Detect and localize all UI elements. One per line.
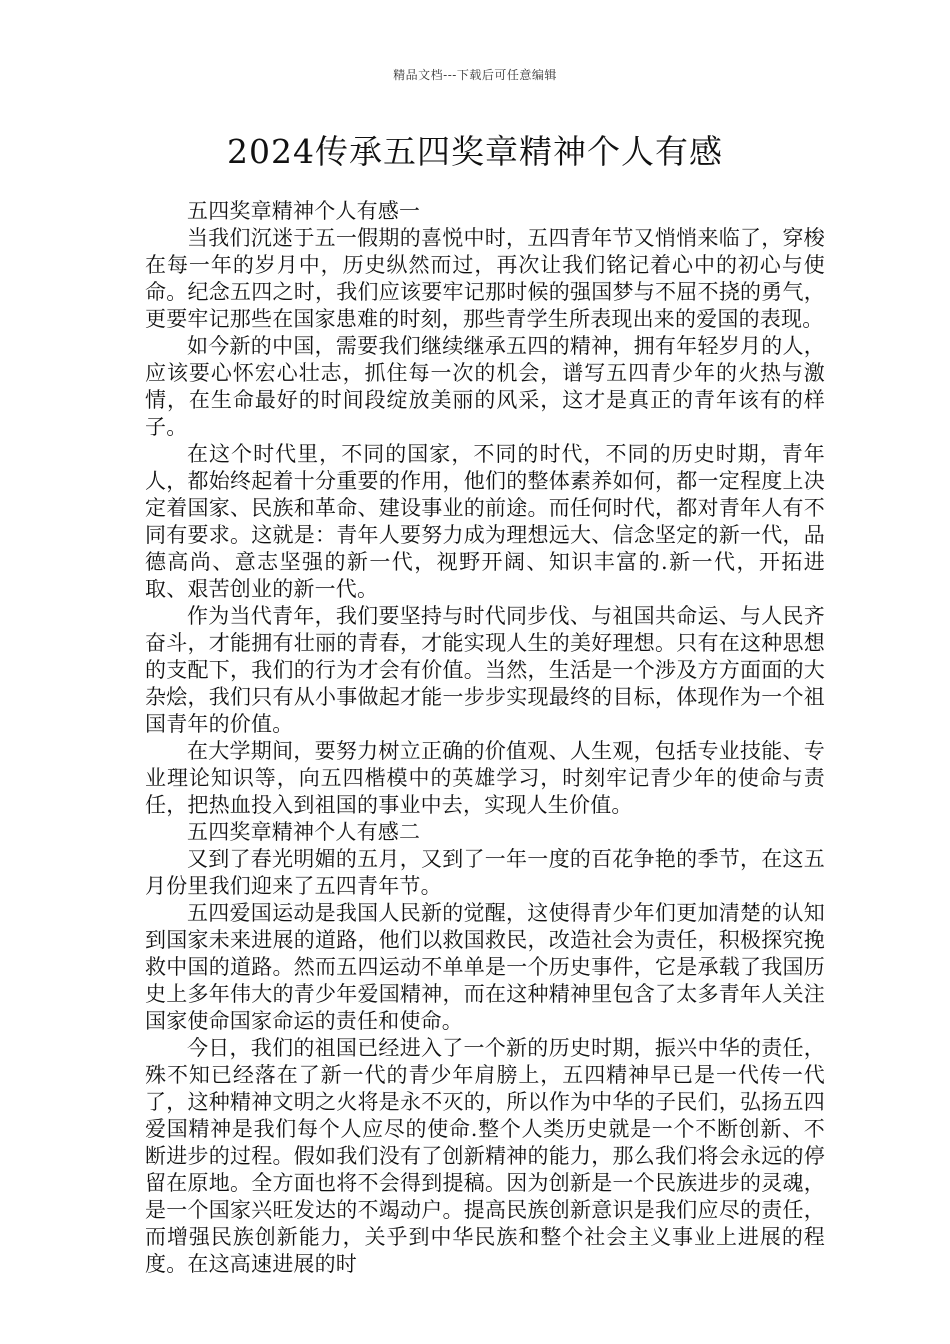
document-body	[145, 198, 825, 1278]
paragraph: 当我们沉迷于五一假期的喜悦中时，五四青年节又悄悄来临了，穿梭在每一年的岁月中，历史纵然而过，再次让我们铭记着心中的初心与使命。纪念五四之时，我们应该要牢记那时候的强国梦与不屈不挠的勇气，更要牢记那些在国家患难的时刻，那些青学生所表现出来的爱国的表现。	[145, 226, 825, 331]
section-heading-1: 五四奖章精神个人有感一	[187, 199, 421, 223]
paragraph: 五四爱国运动是我国人民新的觉醒，这使得青少年们更加清楚的认知到国家未来进展的道路，他们以救国救民，改造社会为责任，积极探究挽救中国的道路。然而五四运动不单单是一个历史事件，它是承载了我国历史上多年伟大的青少年爱国精神，而在这种精神里包含了太多青年人关注国家使命国家命运的责任和使命。	[145, 901, 825, 1033]
paragraph: 在这个时代里，不同的国家，不同的时代，不同的历史时期，青年人，都始终起着十分重要的作用，他们的整体素养如何，都一定程度上决定着国家、民族和革命、建设事业的前途。而任何时代，都对青年人有不同有要求。这就是：青年人要努力成为理想远大、信念坚定的新一代，品德高尚、意志坚强的新一代，视野开阔、知识丰富的.新一代，开拓进取、艰苦创业的新一代。	[145, 442, 825, 601]
paragraph: 作为当代青年，我们要坚持与时代同步伐、与祖国共命运、与人民齐奋斗，才能拥有壮丽的青春，才能实现人生的美好理想。只有在这种思想的支配下，我们的行为才会有价值。当然，生活是一个涉及方方面面的大杂烩，我们只有从小事做起才能一步步实现最终的目标，体现作为一个祖国青年的价值。	[145, 604, 825, 736]
document-title: 2024传承五四奖章精神个人有感	[227, 132, 723, 171]
paragraph: 又到了春光明媚的五月，又到了一年一度的百花争艳的季节，在这五月份里我们迎来了五四青年节。	[145, 847, 825, 898]
section-heading-2: 五四奖章精神个人有感二	[187, 820, 421, 844]
paragraph: 如今新的中国，需要我们继续继承五四的精神，拥有年轻岁月的人，应该要心怀宏心壮志，抓住每一次的机会，谱写五四青少年的火热与激情，在生命最好的时间段绽放美丽的风采，这才是真正的青年该有的样子。	[145, 334, 825, 439]
paragraph: 今日，我们的祖国已经进入了一个新的历史时期，振兴中华的责任，殊不知已经落在了新一代的青少年肩膀上，五四精神早已是一代传一代了，这种精神文明之火将是永不灭的，所以作为中华的子民们，弘扬五四爱国精神是我们每个人应尽的使命.整个人类历史就是一个不断创新、不断进步的过程。假如我们没有了创新精神的能力，那么我们将会永远的停留在原地。全方面也将不会得到提稿。因为创新是一个民族进步的灵魂，是一个国家兴旺发达的不竭动户。提高民族创新意识是我们应尽的责任，而增强民族创新能力，关乎到中华民族和整个社会主义事业上进展的程度。在这高速进展的时	[145, 1036, 825, 1276]
header-note: 精品文档---下载后可任意编辑	[393, 68, 557, 82]
paragraph: 在大学期间，要努力树立正确的价值观、人生观，包括专业技能、专业理论知识等，向五四楷模中的英雄学习，时刻牢记青少年的使命与责任，把热血投入到祖国的事业中去，实现人生价值。	[145, 739, 825, 817]
